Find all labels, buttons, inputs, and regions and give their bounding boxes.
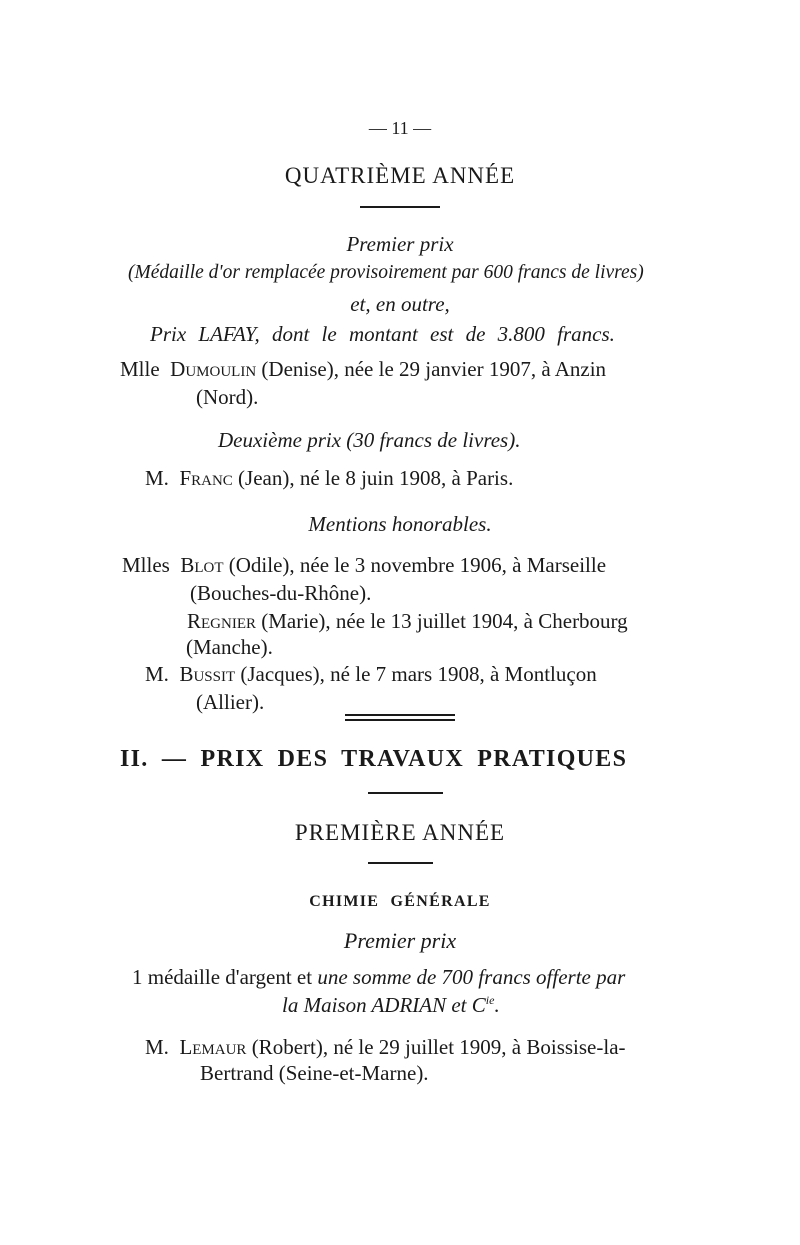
double-divider-top bbox=[345, 714, 455, 716]
mention-details: (Odile), née le 3 novembre 1906, à Marseille bbox=[228, 553, 607, 577]
mention-bussit bbox=[145, 662, 597, 687]
mention-blot bbox=[122, 553, 606, 578]
laureate-prefix: M. bbox=[145, 466, 169, 490]
laureate-surname: Lemaur bbox=[179, 1035, 247, 1059]
mention-surname: Regnier bbox=[187, 609, 256, 633]
mention-bussit-cont: (Allier). bbox=[196, 690, 265, 714]
mention-details: (Jacques), né le 7 mars 1908, à Montluçon bbox=[240, 662, 597, 686]
laureate-lemaur bbox=[145, 1035, 626, 1060]
laureate-surname: Franc bbox=[179, 466, 233, 490]
section-2-heading: II. — PRIX DES TRAVAUX PRATIQUES bbox=[120, 746, 628, 772]
page-number: — 11 — bbox=[368, 118, 432, 138]
laureate-prefix: M. bbox=[145, 1035, 169, 1059]
laureate-franc bbox=[145, 466, 513, 491]
mention-prefix: Mlles bbox=[122, 553, 170, 577]
divider bbox=[368, 862, 433, 864]
mention-regnier bbox=[187, 609, 628, 634]
laureate-dumoulin bbox=[120, 357, 606, 382]
prix-description-italic: une somme de 700 francs offerte par bbox=[317, 965, 626, 989]
mention-blot-cont: (Bouches-du-Rhône). bbox=[190, 581, 372, 605]
laureate-details: (Denise), née le 29 janvier 1907, à Anzin bbox=[261, 357, 607, 381]
prix-donor: la Maison ADRIAN et C bbox=[282, 993, 486, 1017]
laureate-prefix: Mlle bbox=[120, 357, 160, 381]
section-2-prix-title: Premier prix bbox=[343, 928, 457, 953]
subject-heading: CHIMIE GÉNÉRALE bbox=[309, 893, 491, 910]
laureate-details: (Jean), né le 8 juin 1908, à Paris. bbox=[238, 466, 514, 490]
premier-prix-line-3: Prix LAFAY, dont le montant est de 3.800 francs. bbox=[150, 322, 615, 346]
double-divider-bottom bbox=[345, 719, 455, 721]
prix-description-line-1 bbox=[132, 965, 625, 990]
divider bbox=[360, 206, 440, 208]
deuxieme-prix-title: Deuxième prix (30 francs de livres). bbox=[218, 428, 521, 452]
mention-regnier-cont: (Manche). bbox=[186, 635, 273, 659]
mentions-title: Mentions honorables. bbox=[308, 512, 492, 536]
mention-details: (Marie), née le 13 juillet 1904, à Cherbourg bbox=[261, 609, 628, 633]
premier-prix-line-2: et, en outre, bbox=[350, 292, 450, 316]
mention-surname: Blot bbox=[180, 553, 224, 577]
prix-description-plain: 1 médaille d'argent et bbox=[132, 965, 318, 989]
laureate-dumoulin-cont: (Nord). bbox=[196, 385, 259, 409]
laureate-lemaur-cont: Bertrand (Seine-et-Marne). bbox=[200, 1061, 429, 1085]
divider bbox=[368, 792, 443, 794]
mention-surname: Bussit bbox=[179, 662, 236, 686]
premier-prix-line-1: (Médaille d'or remplacée provisoirement par 600 francs de livres) bbox=[128, 262, 644, 283]
mention-prefix: M. bbox=[145, 662, 169, 686]
laureate-surname: Dumoulin bbox=[170, 357, 257, 381]
prix-description-line-2: la Maison ADRIAN et $C^{ie}$. bbox=[282, 993, 500, 1017]
prix-donor-sup: ie bbox=[485, 993, 495, 1007]
laureate-details: (Robert), né le 29 juillet 1909, à Boissise-la- bbox=[251, 1035, 626, 1059]
premiere-annee-heading: PREMIÈRE ANNÉE bbox=[294, 820, 506, 845]
section-heading-quatrieme: QUATRIÈME ANNÉE bbox=[284, 163, 516, 188]
premier-prix-title: Premier prix bbox=[346, 232, 454, 256]
